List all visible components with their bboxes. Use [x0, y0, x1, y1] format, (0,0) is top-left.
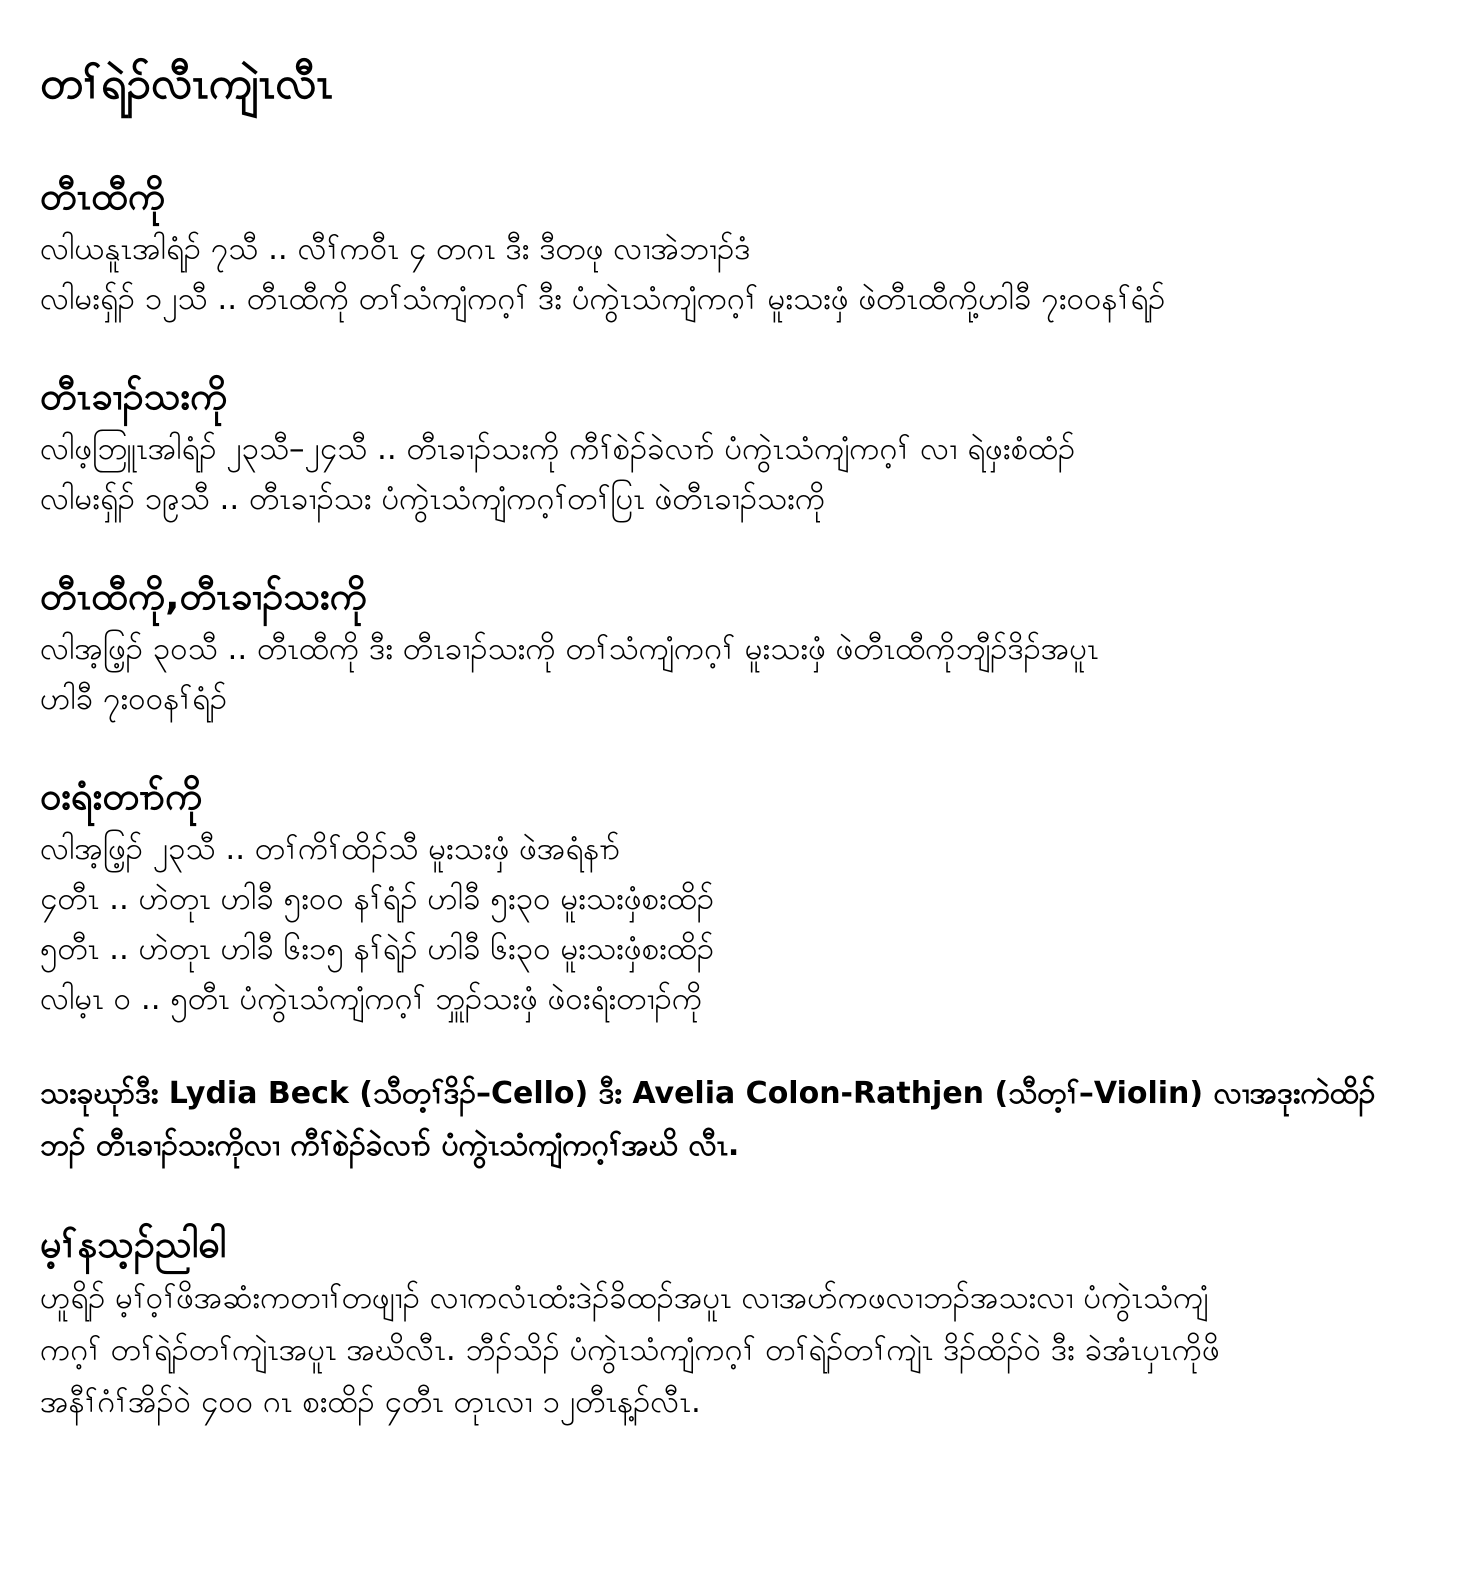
event-line: လါမ့ၤ ဝ .. ၅တီၤ ပံကွဲၤသံကျံကဂ့ၢ် ဘှူၣ်သးဖှံ ဖဲဝးရံးတၢၣ်ကို — [40, 981, 703, 1017]
event-line: ၅တီၤ .. ဟဲတုၤ ဟါခီ ၆း၁၅ နၢ်ရဲၣ် ဟါခီ ၆း၃ဝ မူးသးဖှံစးထိၣ် — [40, 931, 715, 967]
section-heading: မ့ၢ်နသ့ၣ်ညါဓါ — [40, 1222, 227, 1266]
section-heading: တီၤထီကို — [40, 174, 166, 218]
section-hti-hti-school — [40, 168, 1437, 324]
event-line: ၄တီၤ .. ဟဲတုၤ ဟါခီ ၅းဝဝ နၢ်ရံၣ် ဟါခီ ၅း၃ဝ မူးသးဖှံစးထိၣ် — [40, 881, 715, 917]
document-title: တၢ်ရဲၣ်လီၤကျဲၤလီၤ — [40, 58, 333, 109]
paragraph-line: အနီၢ်ဂံၢ်အိၣ်ဝဲ ၄ဝဝ ဂၤ စးထိၣ် ၄တီၤ တုၤလၢ ၁၂တီၤန့ၣ်လီၤ. — [40, 1384, 701, 1420]
section-heading: တီၤထီကို,တီၤခၢၣ်သးကို — [40, 574, 367, 618]
event-line: လါမးရှ်ၣ် ၁၉သီ .. တီၤခၢၣ်သး ပံကွဲၤသံကျံကဂ့ၢ်တၢ်ပြၤ ဖဲတီၤခၢၣ်သးကို — [40, 481, 826, 517]
event-line: လါဖ့ဘြူၤအါရံၣ် ၂၃သီ–၂၄သီ .. တီၤခၢၣ်သးကို ကီၢ်စဲၣ်ခဲလၢာ် ပံကွဲၤသံကျံကဂ့ၢ် လၢ ရဲဖှးစံထံၣ် — [40, 431, 1076, 467]
section-heading: တီၤခၢၣ်သးကို — [40, 374, 228, 418]
event-line: လါမးရှ်ၣ် ၁၂သီ .. တီၤထီကို တၢ်သံကျံကဂ့ၢ် ဒီး ပံကွဲၤသံကျံကဂ့ၢ် မူးသးဖှံ ဖဲတီၤထီကို့ဟါခီ ၇းဝဝနၢ်ရံၣ် — [40, 281, 1166, 317]
thanks-note-line: ဘၣ် တီၤခၢၣ်သးကိုလၢ ကီၢ်စဲၣ်ခဲလၢာ် ပံကွဲၤသံကျံကဂ့ၢ်အဃိ လီၤ. — [40, 1128, 740, 1163]
section-wa-ya-school — [40, 768, 1437, 1024]
event-line: လါအ့ဖြ့ၣ် ၂၃သီ .. တၢ်ကိၢ်ထိၣ်သီ မူးသးဖှံ ဖဲအရံနၢာ် — [40, 831, 621, 867]
section-hti-khar-tha-school — [40, 368, 1437, 524]
thanks-note-line: သးခုဃုာ်ဒီး Lydia Beck (သီတ့ၢ်ဒိၣ်–Cello) ဒီး Avelia Colon-Rathjen (သီတ့ၢ်–Violin) လၢအဒုးကဲထိၣ် — [40, 1076, 1376, 1111]
paragraph-line: ကဂ့ၢ် တၢ်ရဲၣ်တၢ်ကျဲၤအပူၤ အဃိလီၤ. ဘီၣ်သိၣ် ပံကွဲၤသံကျံကဂ့ၢ် တၢ်ရဲၣ်တၢ်ကျဲၤ ဒိၣ်ထိၣ်ဝဲ ဒီး ခဲအံၤပှၤကိုဖိ — [40, 1332, 1220, 1368]
section-did-you-know — [40, 1216, 1437, 1428]
section-heading: ဝးရံးတၢာ်ကို — [40, 774, 203, 818]
paragraph-line: ဟူရိၣ် မ့ၢ်ဝ့ၢ်ဖိအဆံးကတၢၢ်တဖျၢၣ် လၢကလံၤထံးဒဲၣ်ခိထၣ်အပူၤ လၢအပာ်ကဖလၢဘၣ်အသးလၢ ပံကွဲၤသံကျံ — [40, 1280, 1209, 1316]
event-line: လါယနူၤအါရံၣ် ၇သီ .. လီၢ်ကဝီၤ ၄ တဂၤ ဒီး ဒီတဖု လၢအဲဘၢၣ်ဒံ — [40, 231, 751, 267]
section-combined-schools — [40, 568, 1437, 724]
thanks-note — [40, 1068, 1437, 1172]
event-line: ဟါခီ ၇းဝဝနၢ်ရံၣ် — [40, 681, 228, 717]
event-line: လါအ့ဖြ့ၣ် ၃ဝသီ .. တီၤထီကို ဒီး တီၤခၢၣ်သးကို တၢ်သံကျံကဂ့ၢ် မူးသးဖှံ ဖဲတီၤထီကိုဘျီၣ်ဒိၣ်အပူၤ — [40, 631, 1099, 667]
